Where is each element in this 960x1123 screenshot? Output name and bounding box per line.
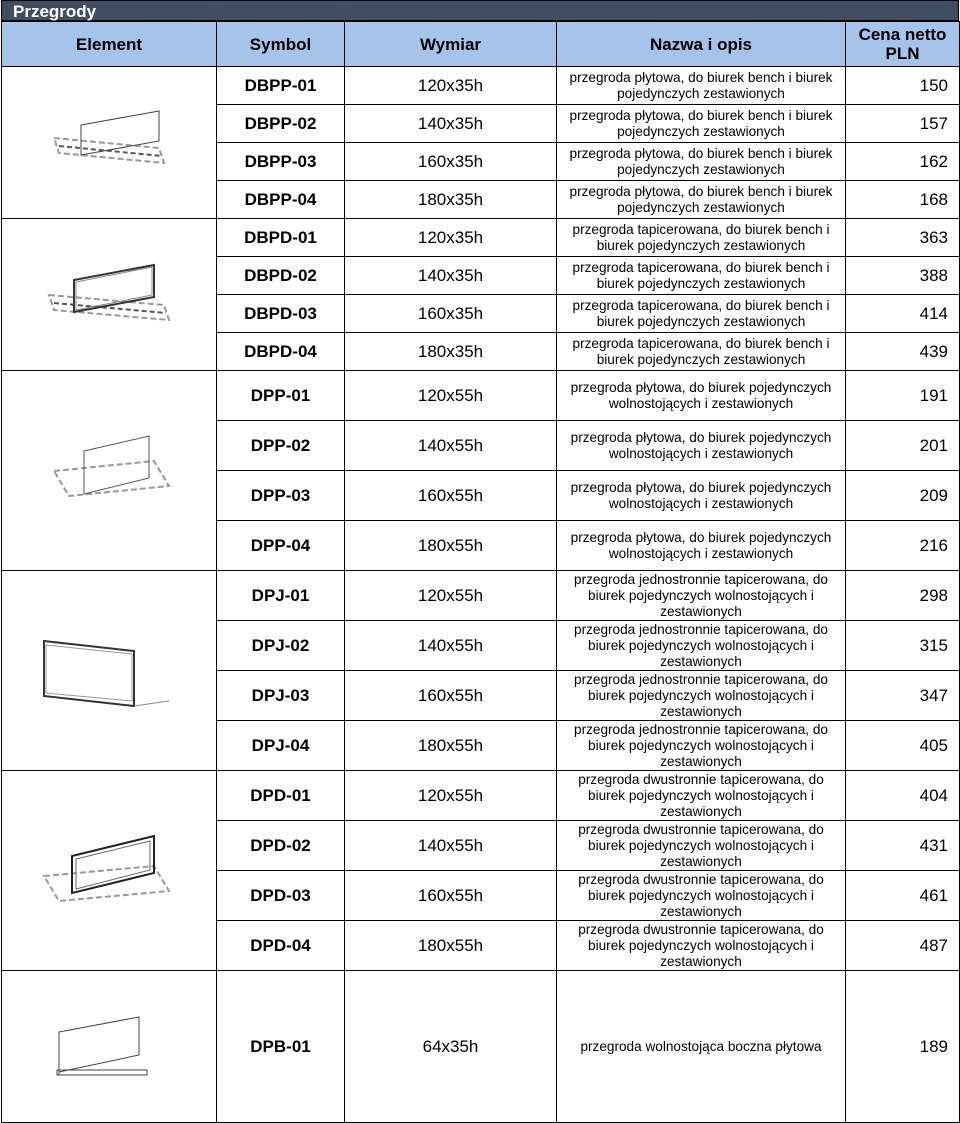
description-cell: przegroda płytowa, do biurek bench i biurek pojedynczych zestawionych <box>557 105 846 143</box>
price-cell: 363 <box>846 219 960 257</box>
description-cell: przegroda wolnostojąca boczna płytowa <box>557 971 846 1123</box>
description-cell: przegroda jednostronnie tapicerowana, do biurek pojedynczych wolnostojących i zestawionych <box>557 571 846 621</box>
size-cell: 160x35h <box>345 295 557 333</box>
size-cell: 140x55h <box>345 821 557 871</box>
symbol-cell: DBPD-04 <box>217 333 345 371</box>
description-cell: przegroda płytowa, do biurek pojedynczych wolnostojących i zestawionych <box>557 521 846 571</box>
symbol-cell: DBPP-01 <box>217 67 345 105</box>
description-cell: przegroda płytowa, do biurek pojedynczych wolnostojących i zestawionych <box>557 421 846 471</box>
size-cell: 64x35h <box>345 971 557 1123</box>
header-size: Wymiar <box>345 22 557 67</box>
symbol-cell: DBPP-03 <box>217 143 345 181</box>
size-cell: 140x55h <box>345 421 557 471</box>
size-cell: 160x55h <box>345 871 557 921</box>
symbol-cell: DPJ-01 <box>217 571 345 621</box>
price-cell: 439 <box>846 333 960 371</box>
description-cell: przegroda tapicerowana, do biurek bench i biurek pojedynczych zestawionych <box>557 333 846 371</box>
description-cell: przegroda jednostronnie tapicerowana, do biurek pojedynczych wolnostojących i zestawionych <box>557 671 846 721</box>
partition-bench-board-icon <box>2 67 217 219</box>
description-cell: przegroda jednostronnie tapicerowana, do biurek pojedynczych wolnostojących i zestawionych <box>557 721 846 771</box>
size-cell: 180x35h <box>345 181 557 219</box>
price-cell: 298 <box>846 571 960 621</box>
table-row <box>2 571 960 621</box>
symbol-cell: DBPD-01 <box>217 219 345 257</box>
symbol-cell: DPD-01 <box>217 771 345 821</box>
description-cell: przegroda dwustronnie tapicerowana, do biurek pojedynczych wolnostojących i zestawionych <box>557 921 846 971</box>
description-cell: przegroda dwustronnie tapicerowana, do biurek pojedynczych wolnostojących i zestawionych <box>557 871 846 921</box>
symbol-cell: DPJ-02 <box>217 621 345 671</box>
size-cell: 180x55h <box>345 521 557 571</box>
symbol-cell: DPD-03 <box>217 871 345 921</box>
price-cell: 162 <box>846 143 960 181</box>
description-cell: przegroda jednostronnie tapicerowana, do biurek pojedynczych wolnostojących i zestawionych <box>557 621 846 671</box>
size-cell: 160x35h <box>345 143 557 181</box>
price-cell: 414 <box>846 295 960 333</box>
price-cell: 388 <box>846 257 960 295</box>
size-cell: 160x55h <box>345 471 557 521</box>
size-cell: 120x35h <box>345 67 557 105</box>
description-cell: przegroda płytowa, do biurek bench i biurek pojedynczych zestawionych <box>557 143 846 181</box>
size-cell: 160x55h <box>345 671 557 721</box>
description-cell: przegroda tapicerowana, do biurek bench i biurek pojedynczych zestawionych <box>557 257 846 295</box>
sheet-title: Przegrody <box>1 0 959 21</box>
size-cell: 180x55h <box>345 721 557 771</box>
header-symbol: Symbol <box>217 22 345 67</box>
price-sheet <box>1 0 959 1123</box>
price-cell: 150 <box>846 67 960 105</box>
price-cell: 405 <box>846 721 960 771</box>
symbol-cell: DBPP-04 <box>217 181 345 219</box>
partitions-table <box>1 21 960 1123</box>
description-cell: przegroda tapicerowana, do biurek bench i biurek pojedynczych zestawionych <box>557 295 846 333</box>
symbol-cell: DBPP-02 <box>217 105 345 143</box>
table-row <box>2 771 960 821</box>
price-cell: 461 <box>846 871 960 921</box>
partition-desk-board-icon <box>2 371 217 571</box>
price-cell: 201 <box>846 421 960 471</box>
description-cell: przegroda dwustronnie tapicerowana, do biurek pojedynczych wolnostojących i zestawionych <box>557 821 846 871</box>
size-cell: 140x35h <box>345 257 557 295</box>
symbol-cell: DBPD-02 <box>217 257 345 295</box>
header-price: Cena netto PLN <box>846 22 960 67</box>
table-row <box>2 371 960 421</box>
partition-one-side-upholstered-icon <box>2 571 217 771</box>
symbol-cell: DPP-02 <box>217 421 345 471</box>
size-cell: 120x35h <box>345 219 557 257</box>
description-cell: przegroda płytowa, do biurek bench i biurek pojedynczych zestawionych <box>557 181 846 219</box>
symbol-cell: DPJ-04 <box>217 721 345 771</box>
price-cell: 209 <box>846 471 960 521</box>
table-row <box>2 971 960 1123</box>
price-cell: 216 <box>846 521 960 571</box>
symbol-cell: DPP-04 <box>217 521 345 571</box>
price-cell: 347 <box>846 671 960 721</box>
table-row <box>2 219 960 257</box>
price-cell: 431 <box>846 821 960 871</box>
price-cell: 191 <box>846 371 960 421</box>
partition-bench-upholstered-icon <box>2 219 217 371</box>
description-cell: przegroda płytowa, do biurek pojedynczych wolnostojących i zestawionych <box>557 471 846 521</box>
symbol-cell: DPD-02 <box>217 821 345 871</box>
price-cell: 487 <box>846 921 960 971</box>
price-cell: 157 <box>846 105 960 143</box>
symbol-cell: DPB-01 <box>217 971 345 1123</box>
size-cell: 120x55h <box>345 371 557 421</box>
symbol-cell: DBPD-03 <box>217 295 345 333</box>
price-cell: 168 <box>846 181 960 219</box>
description-cell: przegroda płytowa, do biurek bench i biurek pojedynczych zestawionych <box>557 67 846 105</box>
header-row <box>2 22 960 67</box>
symbol-cell: DPP-01 <box>217 371 345 421</box>
size-cell: 140x35h <box>345 105 557 143</box>
description-cell: przegroda tapicerowana, do biurek bench i biurek pojedynczych zestawionych <box>557 219 846 257</box>
description-cell: przegroda dwustronnie tapicerowana, do biurek pojedynczych wolnostojących i zestawionych <box>557 771 846 821</box>
header-desc: Nazwa i opis <box>557 22 846 67</box>
size-cell: 140x55h <box>345 621 557 671</box>
size-cell: 180x55h <box>345 921 557 971</box>
price-cell: 315 <box>846 621 960 671</box>
partition-two-side-upholstered-icon <box>2 771 217 971</box>
price-cell: 189 <box>846 971 960 1123</box>
symbol-cell: DPD-04 <box>217 921 345 971</box>
description-cell: przegroda płytowa, do biurek pojedynczych wolnostojących i zestawionych <box>557 371 846 421</box>
size-cell: 120x55h <box>345 571 557 621</box>
symbol-cell: DPP-03 <box>217 471 345 521</box>
symbol-cell: DPJ-03 <box>217 671 345 721</box>
size-cell: 180x35h <box>345 333 557 371</box>
size-cell: 120x55h <box>345 771 557 821</box>
table-row <box>2 67 960 105</box>
partition-side-freestanding-icon <box>2 971 217 1123</box>
header-element: Element <box>2 22 217 67</box>
price-cell: 404 <box>846 771 960 821</box>
